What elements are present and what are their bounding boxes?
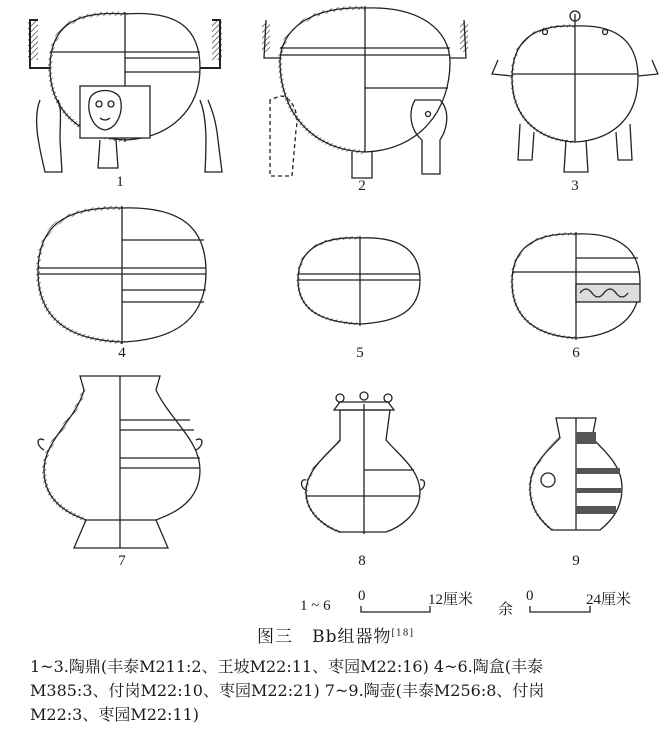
figure-number-4: 4 bbox=[118, 345, 126, 361]
scale-left-range: 1 ~ 6 bbox=[300, 598, 331, 614]
figure-number-1: 1 bbox=[116, 174, 124, 190]
vessel-9-hu bbox=[530, 418, 622, 530]
vessel-1-ding bbox=[28, 12, 222, 172]
caption-line-1: 1~3.陶鼎(丰泰M211:2、王坡M22:11、枣园M22:16) 4~6.陶盒(丰泰 bbox=[30, 657, 543, 676]
scale-right-zero: 0 bbox=[526, 588, 534, 604]
scale-right-value: 24厘米 bbox=[586, 592, 632, 608]
caption-line-3: M22:3、枣园M22:11) bbox=[30, 705, 200, 724]
figure-title bbox=[0, 622, 671, 647]
figure-number-5: 5 bbox=[356, 345, 364, 361]
scale-right-label: 余 bbox=[498, 602, 514, 618]
vessel-6-he bbox=[512, 232, 640, 340]
figure-number-3: 3 bbox=[571, 178, 579, 194]
vessel-4-he bbox=[38, 206, 206, 344]
caption-line-2: M385:3、付岗M22:10、枣园M22:21) 7~9.陶壶(丰泰M256:8、付岗 bbox=[30, 681, 545, 700]
scale-left-zero: 0 bbox=[358, 588, 366, 604]
vessel-8-hu bbox=[302, 392, 425, 534]
scale-lines bbox=[360, 604, 650, 614]
figure-title-text: Bb组器物 bbox=[312, 627, 392, 647]
vessel-5-he bbox=[298, 236, 420, 326]
figure-number-8: 8 bbox=[358, 553, 366, 569]
figure-number-2: 2 bbox=[358, 178, 366, 194]
vessel-2-ding bbox=[262, 6, 468, 178]
figure-number-9: 9 bbox=[572, 553, 580, 569]
scale-left-value: 12厘米 bbox=[428, 592, 474, 608]
figure-caption bbox=[30, 655, 660, 727]
figure-number-7: 7 bbox=[118, 553, 126, 569]
figure-number-6: 6 bbox=[572, 345, 580, 361]
vessel-7-hu bbox=[38, 376, 202, 548]
figure-title-prefix: 图三 bbox=[256, 627, 293, 647]
vessel-3-ding bbox=[492, 11, 658, 172]
figure-title-ref: [18] bbox=[391, 628, 415, 639]
